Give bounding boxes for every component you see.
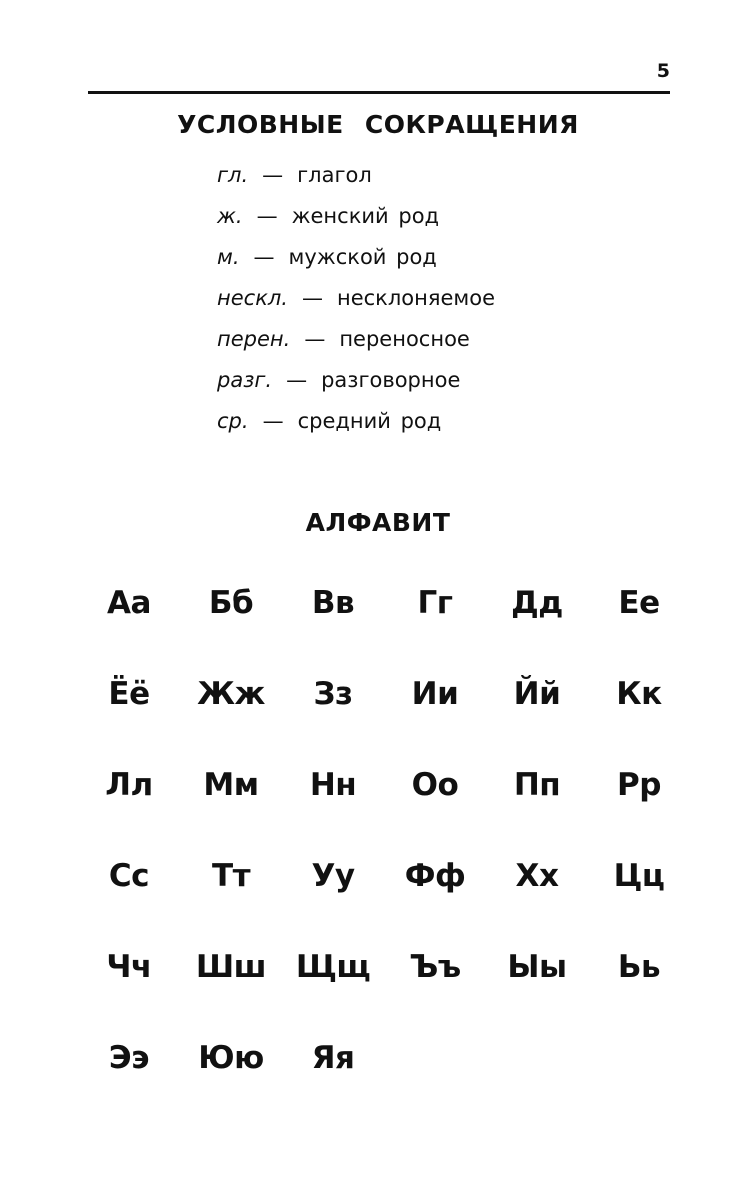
abbreviation-term: гл.	[217, 163, 249, 187]
header-rule	[88, 91, 670, 94]
abbreviation-item	[217, 322, 495, 363]
alphabet-letter: Шш	[195, 949, 267, 985]
alphabet-letter: Цц	[613, 858, 665, 894]
alphabet-letter: Аа	[107, 585, 151, 621]
abbreviation-item	[217, 158, 495, 199]
abbreviation-dash: —	[262, 163, 284, 187]
alphabet-letter: Бб	[208, 585, 254, 621]
abbreviation-term: разг.	[217, 368, 273, 392]
abbreviation-item	[217, 199, 495, 240]
alphabet-letter: Щщ	[295, 949, 371, 985]
alphabet-letter: Фф	[404, 858, 466, 894]
abbreviation-dash: —	[256, 204, 278, 228]
abbreviation-meaning: женский род	[291, 204, 440, 228]
alphabet-grid	[78, 580, 688, 1126]
abbreviation-meaning: мужской род	[288, 245, 437, 269]
alphabet-letter: Рр	[617, 767, 661, 803]
abbreviation-meaning: средний род	[297, 409, 442, 433]
alphabet-letter: Яя	[311, 1040, 355, 1076]
alphabet-letter: Оо	[411, 767, 459, 803]
abbreviation-item	[217, 363, 495, 404]
alphabet-letter: Дд	[511, 585, 563, 621]
alphabet-letter: Йй	[513, 676, 561, 712]
alphabet-letter: Кк	[616, 676, 662, 712]
abbreviation-meaning: разговорное	[321, 368, 461, 392]
abbreviation-item	[217, 240, 495, 281]
abbreviation-dash: —	[304, 327, 326, 351]
abbreviation-meaning: несклоняемое	[336, 286, 496, 310]
alphabet-letter: Гг	[417, 585, 453, 621]
alphabet-letter: Ыы	[507, 949, 567, 985]
alphabet-letter: Ее	[618, 585, 660, 621]
alphabet-letter: Ёё	[108, 676, 150, 712]
alphabet-letter: Ъъ	[409, 949, 461, 985]
abbreviation-meaning: переносное	[339, 327, 470, 351]
abbreviation-item	[217, 281, 495, 322]
alphabet-letter: Лл	[105, 767, 153, 803]
alphabet-letter: Вв	[311, 585, 355, 621]
alphabet-letter: Пп	[513, 767, 561, 803]
alphabet-letter: Зз	[313, 676, 353, 712]
alphabet-letter: Юю	[198, 1040, 264, 1076]
abbreviation-dash: —	[262, 409, 284, 433]
abbreviation-dash: —	[301, 286, 323, 310]
abbreviations-list	[217, 158, 495, 445]
alphabet-letter: Ьь	[617, 949, 661, 985]
alphabet-letter: Ээ	[108, 1040, 150, 1076]
alphabet-letter: Сс	[108, 858, 150, 894]
abbreviation-term: нескл.	[217, 286, 288, 310]
abbreviation-meaning: глагол	[297, 163, 372, 187]
abbreviation-term: ср.	[217, 409, 249, 433]
abbreviation-term: м.	[217, 245, 240, 269]
alphabet-letter: Мм	[203, 767, 259, 803]
alphabet-letter: Тт	[211, 858, 251, 894]
abbreviation-term: перен.	[217, 327, 291, 351]
alphabet-letter: Ии	[411, 676, 459, 712]
abbreviation-term: ж.	[217, 204, 243, 228]
alphabet-letter: Уу	[311, 858, 355, 894]
abbreviation-dash: —	[253, 245, 275, 269]
alphabet-title: АЛФАВИТ	[305, 508, 451, 537]
alphabet-letter: Нн	[309, 767, 357, 803]
abbreviations-title: УСЛОВНЫЕ СОКРАЩЕНИЯ	[177, 110, 579, 139]
abbreviation-item	[217, 404, 495, 445]
alphabet-letter: Жж	[197, 676, 265, 712]
page-number: 5	[656, 60, 670, 82]
alphabet-letter: Хх	[515, 858, 559, 894]
abbreviation-dash: —	[286, 368, 308, 392]
alphabet-letter: Чч	[106, 949, 152, 985]
